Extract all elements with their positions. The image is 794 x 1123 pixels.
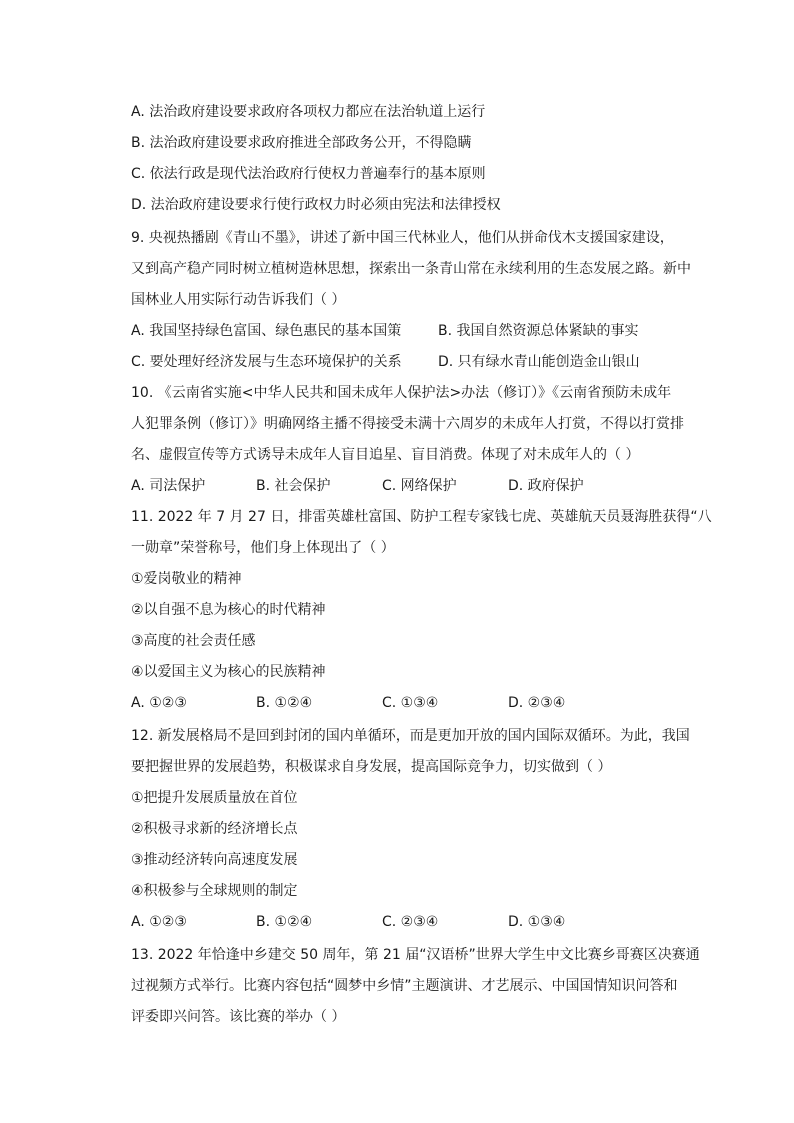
- q11-statement-4: ④以爱国主义为核心的民族精神: [131, 664, 326, 680]
- q10-stem-line-3: 名、虚假宣传等方式诱导未成年人盲目追星、盲目消费。体现了对未成年人的（ ）: [131, 447, 640, 463]
- q13-stem-line-1: 13. 2022 年恰逢中乡建交 50 周年，第 21 届“汉语桥”世界大学生中文比赛乡哥赛区决赛通: [131, 947, 700, 963]
- q12-statement-3: ③推动经济转向高速度发展: [131, 852, 298, 868]
- q10-option-c: C. 网络保护: [382, 478, 457, 494]
- q13-stem-line-2: 过视频方式举行。比赛内容包括“圆梦中乡情”主题演讲、才艺展示、中国国情知识问答和: [131, 978, 678, 994]
- q11-stem-line-2: 一勋章”荣誉称号，他们身上体现出了（ ）: [131, 540, 395, 556]
- q9-stem-line-2: 又到高产稳产同时树立植树造林思想，探索出一条青山常在永续利用的生态发展之路。新中: [131, 261, 691, 277]
- q9-option-a: A. 我国坚持绿色富国、绿色惠民的基本国策: [131, 323, 402, 339]
- q8-option-c: C. 依法行政是现代法治政府行使权力普遍奉行的基本原则: [131, 166, 486, 182]
- q12-statement-4: ④积极参与全球规则的制定: [131, 883, 298, 899]
- q9-option-d: D. 只有绿水青山能创造金山银山: [438, 354, 640, 370]
- q8-option-b: B. 法治政府建设要求政府推进全部政务公开，不得隐瞒: [131, 135, 472, 151]
- q10-option-b: B. 社会保护: [256, 478, 331, 494]
- q11-statement-2: ②以自强不息为核心的时代精神: [131, 602, 326, 618]
- q8-option-a: A. 法治政府建设要求政府各项权力都应在法治轨道上运行: [131, 104, 486, 120]
- q10-option-d: D. 政府保护: [508, 478, 584, 494]
- q12-option-a: A. ①②③: [131, 914, 187, 930]
- q9-option-b: B. 我国自然资源总体紧缺的事实: [438, 323, 639, 339]
- q8-option-d: D. 法治政府建设要求行使行政权力时必须由宪法和法律授权: [131, 197, 501, 213]
- q9-stem-line-3: 国林业人用实际行动告诉我们（ ）: [131, 292, 346, 308]
- q11-option-a: A. ①②③: [131, 695, 187, 711]
- q11-stem-line-1: 11. 2022 年 7 月 27 日，排雷英雄杜富国、防护工程专家钱七虎、英雄航天员聂海胜获得“八: [131, 509, 712, 525]
- q13-stem-line-3: 评委即兴问答。该比赛的举办（ ）: [131, 1009, 346, 1025]
- q11-option-d: D. ②③④: [508, 695, 566, 711]
- q9-option-c: C. 要处理好经济发展与生态环境保护的关系: [131, 354, 402, 370]
- q12-stem-line-1: 12. 新发展格局不是回到封闭的国内单循环，而是更加开放的国内国际双循环。为此，我国: [131, 728, 690, 744]
- q12-statement-2: ②积极寻求新的经济增长点: [131, 821, 298, 837]
- q12-option-b: B. ①②④: [256, 914, 313, 930]
- q11-statement-3: ③高度的社会责任感: [131, 633, 256, 649]
- q11-option-b: B. ①②④: [256, 695, 313, 711]
- q12-option-c: C. ②③④: [382, 914, 439, 930]
- q12-stem-line-2: 要把握世界的发展趋势，积极谋求自身发展，提高国际竞争力，切实做到（ ）: [131, 759, 612, 775]
- q12-option-d: D. ①③④: [508, 914, 566, 930]
- q10-option-a: A. 司法保护: [131, 478, 206, 494]
- q11-option-c: C. ①③④: [382, 695, 439, 711]
- q12-statement-1: ①把提升发展质量放在首位: [131, 790, 298, 806]
- q11-statement-1: ①爱岗敬业的精神: [131, 571, 242, 587]
- q9-stem-line-1: 9. 央视热播剧《青山不墨》，讲述了新中国三代林业人，他们从拼命伐木支援国家建设，: [131, 230, 674, 246]
- q10-stem-line-2: 人犯罪条例（修订）》明确网络主播不得接受未满十六周岁的未成年人打赏，不得以打赏排: [131, 416, 684, 432]
- q10-stem-line-1: 10. 《云南省实施<中华人民共和国未成年人保护法>办法（修订）》《云南省预防未成年: [131, 385, 672, 401]
